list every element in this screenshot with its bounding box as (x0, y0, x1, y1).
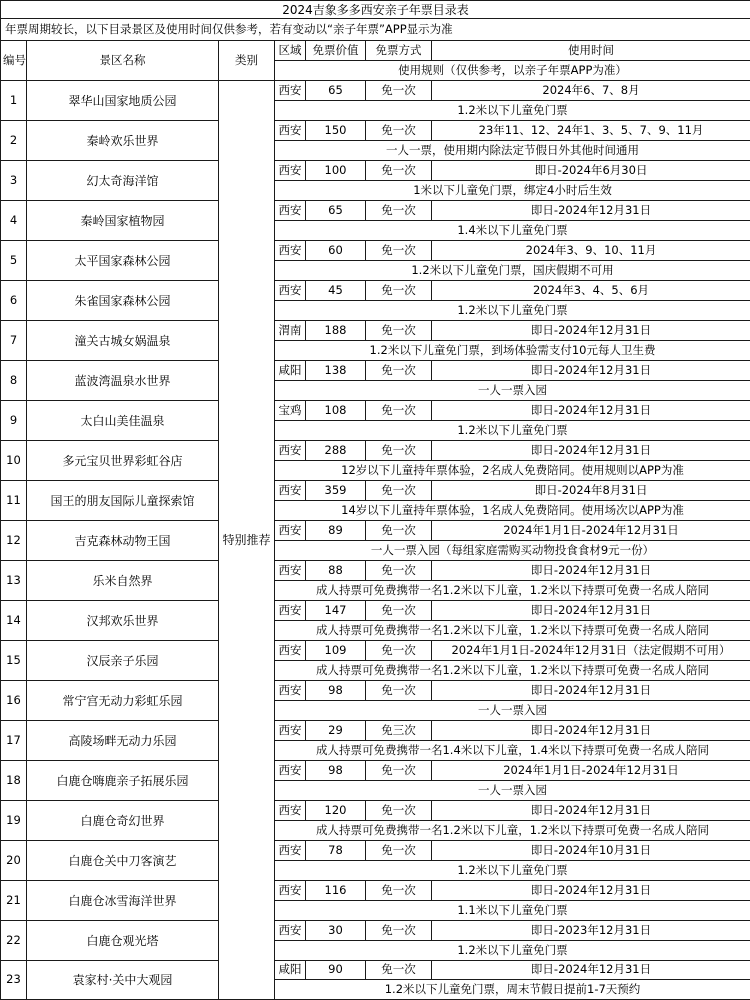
venue-value: 89 (306, 521, 366, 541)
venue-time: 即日-2024年12月31日 (432, 361, 750, 381)
venue-method: 免一次 (366, 521, 432, 541)
venue-name: 白鹿仓关中刀客演艺 (27, 841, 219, 881)
venue-region: 宝鸡 (275, 401, 306, 421)
venue-rule: 1.2米以下儿童免门票 (275, 861, 750, 881)
venue-rule: 成人持票可免费携带一名1.2米以下儿童，1.2米以下持票可免费一名成人陪同 (275, 821, 750, 841)
venue-time: 2024年1月1日-2024年12月31日 (432, 761, 750, 781)
venue-rule: 成人持票可免费携带一名1.4米以下儿童，1.4米以下持票可免费一名成人陪同 (275, 741, 750, 761)
venue-method: 免一次 (366, 681, 432, 701)
venue-value: 30 (306, 921, 366, 941)
venue-value: 65 (306, 201, 366, 221)
venue-rule: 1.2米以下儿童免门票，周末节假日提前1-7天预约 (275, 980, 750, 1000)
venue-region: 西安 (275, 281, 306, 301)
venue-time: 即日-2024年12月31日 (432, 721, 750, 741)
venue-rule: 1.2米以下儿童免门票 (275, 941, 750, 961)
venue-region: 咸阳 (275, 961, 306, 980)
header-method: 免票方式 (366, 41, 432, 61)
venue-name: 汉辰亲子乐园 (27, 641, 219, 681)
table-row (1, 681, 750, 701)
table-row (1, 561, 750, 581)
venue-number: 15 (1, 641, 27, 681)
rules-header: 使用规则（仅供参考，以亲子年票APP为准） (275, 61, 750, 81)
venue-name: 朱雀国家森林公园 (27, 281, 219, 321)
venue-name: 高陵场畔无动力乐园 (27, 721, 219, 761)
venue-name: 乐米自然界 (27, 561, 219, 601)
venue-name: 白鹿仓奇幻世界 (27, 801, 219, 841)
venue-number: 13 (1, 561, 27, 601)
venue-rule: 1.1米以下儿童免门票 (275, 901, 750, 921)
table-row (1, 281, 750, 301)
venue-value: 60 (306, 241, 366, 261)
table-row (1, 921, 750, 941)
table-row (1, 401, 750, 421)
venue-rule: 1米以下儿童免门票，绑定4小时后生效 (275, 181, 750, 201)
venue-time: 即日-2024年12月31日 (432, 561, 750, 581)
table-row (1, 201, 750, 221)
venue-time: 即日-2024年12月31日 (432, 201, 750, 221)
venue-method: 免一次 (366, 401, 432, 421)
venue-name: 袁家村·关中大观园 (27, 961, 219, 1000)
venue-number: 5 (1, 241, 27, 281)
venue-time: 即日-2024年12月31日 (432, 881, 750, 901)
venue-method: 免一次 (366, 641, 432, 661)
venue-time: 即日-2024年8月31日 (432, 481, 750, 501)
venue-method: 免一次 (366, 841, 432, 861)
header-value: 免票价值 (306, 41, 366, 61)
venue-time: 2024年1月1日-2024年12月31日（法定假期不可用） (432, 641, 750, 661)
venue-rule: 一人一票入园 (275, 781, 750, 801)
table-row (1, 841, 750, 861)
venue-region: 渭南 (275, 321, 306, 341)
venue-region: 咸阳 (275, 361, 306, 381)
venue-value: 88 (306, 561, 366, 581)
venue-value: 98 (306, 761, 366, 781)
table-row (1, 601, 750, 621)
table-row (1, 521, 750, 541)
venue-name: 白鹿仓嗨鹿亲子拓展乐园 (27, 761, 219, 801)
venue-number: 8 (1, 361, 27, 401)
venue-region: 西安 (275, 881, 306, 901)
venue-region: 西安 (275, 681, 306, 701)
venue-value: 45 (306, 281, 366, 301)
table-row (1, 481, 750, 501)
venue-number: 22 (1, 921, 27, 961)
venue-value: 116 (306, 881, 366, 901)
venue-time: 2024年1月1日-2024年12月31日 (432, 521, 750, 541)
venue-value: 359 (306, 481, 366, 501)
venue-number: 11 (1, 481, 27, 521)
venue-number: 3 (1, 161, 27, 201)
venue-method: 免一次 (366, 761, 432, 781)
venue-name: 白鹿仓观光塔 (27, 921, 219, 961)
table-row (1, 121, 750, 141)
header-no: 编号 (1, 41, 27, 81)
venue-time: 即日-2024年6月30日 (432, 161, 750, 181)
venue-name: 多元宝贝世界彩虹谷店 (27, 441, 219, 481)
venue-method: 免一次 (366, 481, 432, 501)
venue-value: 100 (306, 161, 366, 181)
venue-time: 即日-2024年12月31日 (432, 441, 750, 461)
venue-method: 免一次 (366, 281, 432, 301)
venue-method: 免三次 (366, 721, 432, 741)
venue-number: 14 (1, 601, 27, 641)
venue-time: 23年11、12、24年1、3、5、7、9、11月 (432, 121, 750, 141)
table-row (1, 321, 750, 341)
venue-name: 太白山美佳温泉 (27, 401, 219, 441)
venue-value: 120 (306, 801, 366, 821)
venue-name: 白鹿仓冰雪海洋世界 (27, 881, 219, 921)
venue-time: 即日-2024年12月31日 (432, 681, 750, 701)
venue-name: 秦岭国家植物园 (27, 201, 219, 241)
table-row (1, 361, 750, 381)
venue-rule: 一人一票入园 (275, 701, 750, 721)
venue-time: 即日-2023年12月31日 (432, 921, 750, 941)
venue-value: 108 (306, 401, 366, 421)
venue-number: 21 (1, 881, 27, 921)
venue-region: 西安 (275, 161, 306, 181)
venue-region: 西安 (275, 841, 306, 861)
venue-time: 2024年6、7、8月 (432, 81, 750, 101)
venue-number: 6 (1, 281, 27, 321)
venue-region: 西安 (275, 81, 306, 101)
venue-method: 免一次 (366, 241, 432, 261)
venue-rule: 一人一票入园 (275, 381, 750, 401)
venue-time: 即日-2024年12月31日 (432, 601, 750, 621)
venue-rule: 1.2米以下儿童免门票 (275, 421, 750, 441)
venue-value: 288 (306, 441, 366, 461)
venue-region: 西安 (275, 241, 306, 261)
venue-rule: 14岁以下儿童持年票体验，1名成人免费陪同。使用场次以APP为准 (275, 501, 750, 521)
table-row (1, 241, 750, 261)
venue-number: 4 (1, 201, 27, 241)
venue-rule: 1.2米以下儿童免门票 (275, 101, 750, 121)
table-row (1, 161, 750, 181)
venue-number: 23 (1, 961, 27, 1000)
venue-method: 免一次 (366, 801, 432, 821)
venue-time: 2024年3、9、10、11月 (432, 241, 750, 261)
venue-name: 翠华山国家地质公园 (27, 81, 219, 121)
venue-number: 19 (1, 801, 27, 841)
venue-method: 免一次 (366, 601, 432, 621)
venue-name: 吉克森林动物王国 (27, 521, 219, 561)
venue-name: 太平国家森林公园 (27, 241, 219, 281)
venue-value: 138 (306, 361, 366, 381)
table-row (1, 961, 750, 980)
table-row (1, 801, 750, 821)
venue-method: 免一次 (366, 921, 432, 941)
venue-number: 1 (1, 81, 27, 121)
venue-region: 西安 (275, 441, 306, 461)
venue-method: 免一次 (366, 161, 432, 181)
venue-method: 免一次 (366, 121, 432, 141)
venue-rule: 成人持票可免费携带一名1.2米以下儿童，1.2米以下持票可免费一名成人陪同 (275, 661, 750, 681)
venue-method: 免一次 (366, 321, 432, 341)
category-cell: 特别推荐 (219, 81, 275, 1000)
venue-region: 西安 (275, 121, 306, 141)
venue-method: 免一次 (366, 81, 432, 101)
venue-time: 即日-2024年12月31日 (432, 801, 750, 821)
venue-method: 免一次 (366, 881, 432, 901)
table-row (1, 881, 750, 901)
venue-number: 12 (1, 521, 27, 561)
venue-time: 即日-2024年12月31日 (432, 401, 750, 421)
venue-value: 150 (306, 121, 366, 141)
venue-time: 2024年3、4、5、6月 (432, 281, 750, 301)
venue-region: 西安 (275, 641, 306, 661)
venue-region: 西安 (275, 481, 306, 501)
venue-method: 免一次 (366, 441, 432, 461)
venue-value: 147 (306, 601, 366, 621)
venue-value: 29 (306, 721, 366, 741)
venue-name: 常宁宫无动力彩虹乐园 (27, 681, 219, 721)
venue-number: 2 (1, 121, 27, 161)
venue-name: 汉邦欢乐世界 (27, 601, 219, 641)
venue-rule: 1.2米以下儿童免门票 (275, 301, 750, 321)
venue-time: 即日-2024年10月31日 (432, 841, 750, 861)
venue-value: 188 (306, 321, 366, 341)
venue-method: 免一次 (366, 361, 432, 381)
venue-region: 西安 (275, 601, 306, 621)
venue-region: 西安 (275, 801, 306, 821)
venue-name: 国王的朋友国际儿童探索馆 (27, 481, 219, 521)
venue-value: 78 (306, 841, 366, 861)
venue-rule: 1.4米以下儿童免门票 (275, 221, 750, 241)
table-row (1, 81, 750, 101)
venue-number: 20 (1, 841, 27, 881)
venue-value: 98 (306, 681, 366, 701)
venue-method: 免一次 (366, 961, 432, 980)
venue-time: 即日-2024年12月31日 (432, 961, 750, 980)
venue-number: 9 (1, 401, 27, 441)
venue-name: 秦岭欢乐世界 (27, 121, 219, 161)
venue-rule: 12岁以下儿童持年票体验，2名成人免费陪同。使用规则以APP为准 (275, 461, 750, 481)
venue-number: 7 (1, 321, 27, 361)
venue-number: 10 (1, 441, 27, 481)
header-category: 类别 (219, 41, 275, 81)
venue-region: 西安 (275, 521, 306, 541)
venue-rule: 一人一票，使用期内除法定节假日外其他时间通用 (275, 141, 750, 161)
venue-rule: 1.2米以下儿童免门票，国庆假期不可用 (275, 261, 750, 281)
venue-number: 16 (1, 681, 27, 721)
venue-region: 西安 (275, 201, 306, 221)
table-row (1, 761, 750, 781)
venue-number: 17 (1, 721, 27, 761)
venue-number: 18 (1, 761, 27, 801)
venue-name: 幻太奇海洋馆 (27, 161, 219, 201)
venue-rule: 成人持票可免费携带一名1.2米以下儿童，1.2米以下持票可免费一名成人陪同 (275, 581, 750, 601)
venue-name: 蓝波湾温泉水世界 (27, 361, 219, 401)
table-row (1, 641, 750, 661)
venue-name: 潼关古城女娲温泉 (27, 321, 219, 361)
notice-text: 年票周期较长，以下目录景区及使用时间仅供参考，若有变动以“亲子年票”APP显示为准 (1, 19, 750, 41)
venue-value: 65 (306, 81, 366, 101)
venue-time: 即日-2024年12月31日 (432, 321, 750, 341)
venue-value: 109 (306, 641, 366, 661)
venue-method: 免一次 (366, 201, 432, 221)
venue-rule: 成人持票可免费携带一名1.2米以下儿童，1.2米以下持票可免费一名成人陪同 (275, 621, 750, 641)
header-name: 景区名称 (27, 41, 219, 81)
venue-region: 西安 (275, 761, 306, 781)
table-row (1, 441, 750, 461)
venue-value: 90 (306, 961, 366, 980)
table-title: 2024吉象多多西安亲子年票目录表 (1, 1, 750, 19)
header-region: 区域 (275, 41, 306, 61)
table-row (1, 721, 750, 741)
header-time: 使用时间 (432, 41, 750, 61)
venue-method: 免一次 (366, 561, 432, 581)
venue-rule: 1.2米以下儿童免门票，到场体验需支付10元每人卫生费 (275, 341, 750, 361)
venue-region: 西安 (275, 921, 306, 941)
venue-region: 西安 (275, 561, 306, 581)
venue-region: 西安 (275, 721, 306, 741)
venue-rule: 一人一票入园（每组家庭需购买动物投食食材9元一份） (275, 541, 750, 561)
